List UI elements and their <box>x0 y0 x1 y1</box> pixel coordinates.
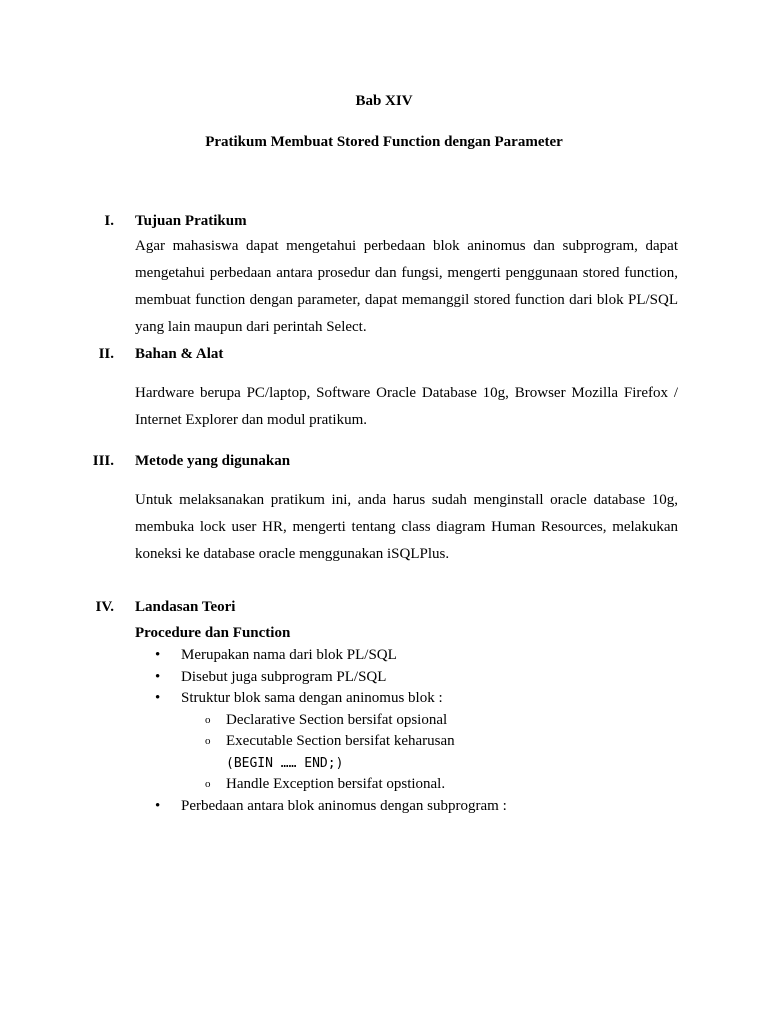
bullet-icon: • <box>155 797 161 814</box>
circle-bullet-icon: o <box>205 735 211 747</box>
section-3-body: Untuk melaksanakan pratikum ini, anda harus sudah menginstall oracle database 10g, membuka lock user HR, mengerti tentang class diagram Human Resources, melakukan koneksi ke database oracle menggunakan iSQLPlus. <box>135 492 678 562</box>
circle-bullet-icon: o <box>205 713 211 726</box>
section-3-heading: Metode yang digunakan <box>135 453 291 469</box>
theory-bullet-list <box>135 645 507 817</box>
section-2-heading: Bahan & Alat <box>135 346 224 362</box>
section-4-heading: Landasan Teori <box>135 599 236 615</box>
circle-bullet-icon: o <box>205 778 211 790</box>
section-1-heading: Tujuan Pratikum <box>135 213 247 229</box>
list-item: • Merupakan nama dari blok PL/SQL <box>135 645 507 667</box>
bullet-icon: • <box>155 647 161 663</box>
block-structure-sublist <box>181 710 507 796</box>
section-2-numeral: II. <box>98 346 114 362</box>
section-1-body: Agar mahasiswa dapat mengetahui perbedaan blok aninomus dan subprogram, dapat mengetahui perbedaan antara prosedur dan fungsi, mengerti penggunaan stored function, membuat function dengan parameter, dapat memanggil stored function dari blok PL/SQL yang lain maupun dari perintah Select. <box>135 238 678 335</box>
section-3-numeral: III. <box>92 453 114 469</box>
list-item: • Disebut juga subprogram PL/SQL <box>135 667 507 689</box>
page-title: Pratikum Membuat Stored Function dengan Parameter <box>205 134 563 150</box>
section-4-subheading: Procedure dan Function <box>135 625 291 641</box>
list-item: o Handle Exception bersifat opstional. <box>181 774 507 796</box>
list-item: • Perbedaan antara blok aninomus dengan subprogram : <box>135 796 507 818</box>
section-1-numeral: I. <box>104 213 114 229</box>
code-snippet: (BEGIN …… END;) <box>226 755 344 771</box>
bullet-icon: • <box>155 690 161 706</box>
section-2-body: Hardware berupa PC/laptop, Software Oracle Database 10g, Browser Mozilla Firefox / Internet Explorer dan modul pratikum. <box>135 385 678 428</box>
list-item: • Struktur blok sama dengan aninomus blok : o Declarative Section bersifat opsional o Executable Section bersifat keharusan (BEGIN …… END;) o Handle Exception bersifat opstional. <box>135 688 507 796</box>
section-4-numeral: IV. <box>95 599 114 615</box>
list-item: o Executable Section bersifat keharusan (BEGIN …… END;) <box>181 731 507 774</box>
chapter-title: Bab XIV <box>355 93 413 109</box>
bullet-icon: • <box>155 668 161 685</box>
list-item: o Declarative Section bersifat opsional <box>181 710 507 732</box>
